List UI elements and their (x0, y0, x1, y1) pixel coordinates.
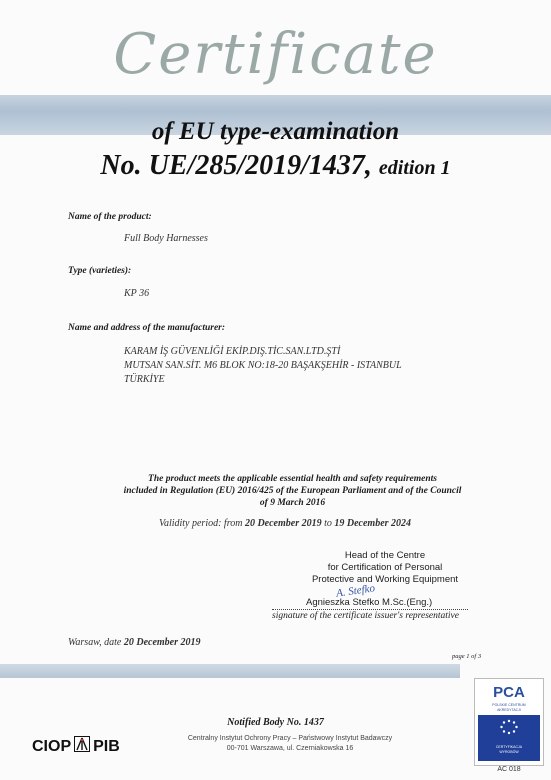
validity-prefix: Validity period: from (158, 518, 243, 529)
address-line: TÜRKİYE (124, 374, 165, 385)
date-value: 20 December 2019 (123, 637, 201, 648)
pca-subtitle (477, 703, 541, 712)
requirements-line: of 9 March 2016 (259, 498, 326, 508)
pca-certification-text (478, 745, 540, 754)
eu-stars-icon (478, 715, 540, 743)
institute-name: Centralny Instytut Ochrony Pracy – Państwowy Instytut Badawczy (187, 735, 393, 742)
validity-to: 19 December 2024 (334, 518, 412, 529)
ciop-pib-logo (32, 736, 120, 757)
requirements-line: The product meets the applicable essential health and safety requirements (148, 474, 437, 484)
signer-name: Agnieszka Stefko M.Sc.(Eng.) (306, 597, 433, 608)
ciop-emblem-icon (74, 736, 90, 757)
pca-subtitle-line: AKREDYTACJI (497, 707, 521, 712)
edition-text: edition 1 (378, 157, 451, 179)
ciop-text: CIOP (32, 737, 72, 755)
pca-cert-line: CERTYFIKACJA (495, 745, 523, 749)
notified-body: Notified Body No. 1437 (227, 717, 324, 728)
manufacturer-label: Name and address of the manufacturer: (68, 323, 226, 333)
address-line: MUTSAN SAN.SİT. M6 BLOK NO:18-20 BAŞAKŞEHİR - ISTANBUL (124, 360, 402, 371)
institute-address (130, 734, 450, 754)
pib-text: PIB (93, 737, 120, 755)
validity-to-word: to (324, 518, 332, 529)
requirements-line: included in Regulation (EU) 2016/425 of the European Parliament and of the Council (123, 486, 462, 496)
issue-date (68, 637, 201, 648)
product-name-value: Full Body Harnesses (124, 233, 208, 244)
type-value: KP 36 (124, 288, 150, 299)
certificate-subtitle: of EU type-examination (151, 118, 400, 145)
pca-subtitle-line: POLSKIE CENTRUM (492, 703, 526, 707)
pca-blue-panel (478, 715, 540, 761)
pca-cert-line: WYROBÓW (499, 749, 519, 754)
certificate-number-text: No. UE/285/2019/1437, (100, 150, 372, 181)
issuer-title (300, 550, 470, 586)
signature-line (272, 609, 468, 610)
requirements-statement (0, 473, 551, 509)
pca-logo-text: PCA (493, 684, 525, 701)
bottom-decorative-band (0, 664, 460, 678)
handwritten-signature: A. Stefko (335, 582, 376, 600)
address-line: KARAM İŞ GÜVENLİĞİ EKİP.DIŞ.TİC.SAN.LTD.ŞTİ (124, 346, 341, 357)
certificate-heading: Certificate (113, 22, 438, 87)
page-number: page 1 of 3 (452, 653, 482, 660)
pca-accreditation-badge (474, 678, 544, 766)
issuer-title-line: for Certification of Personal (327, 562, 443, 573)
manufacturer-address (124, 345, 402, 387)
date-prefix: Warsaw, date (68, 637, 122, 648)
issuer-title-line: Head of the Centre (344, 550, 426, 561)
issuer-title-line: Protective and Working Equipment (311, 574, 459, 585)
validity-from: 20 December 2019 (244, 518, 322, 529)
signature-caption: signature of the certificate issuer's representative (272, 611, 459, 621)
type-label: Type (varieties): (68, 266, 132, 276)
validity-period (0, 518, 551, 529)
institute-street: 00-701 Warszawa, ul. Czerniakowska 16 (226, 745, 354, 752)
product-name-label: Name of the product: (68, 212, 152, 222)
certificate-number (0, 150, 551, 182)
accreditation-code: AC 018 (497, 766, 521, 773)
